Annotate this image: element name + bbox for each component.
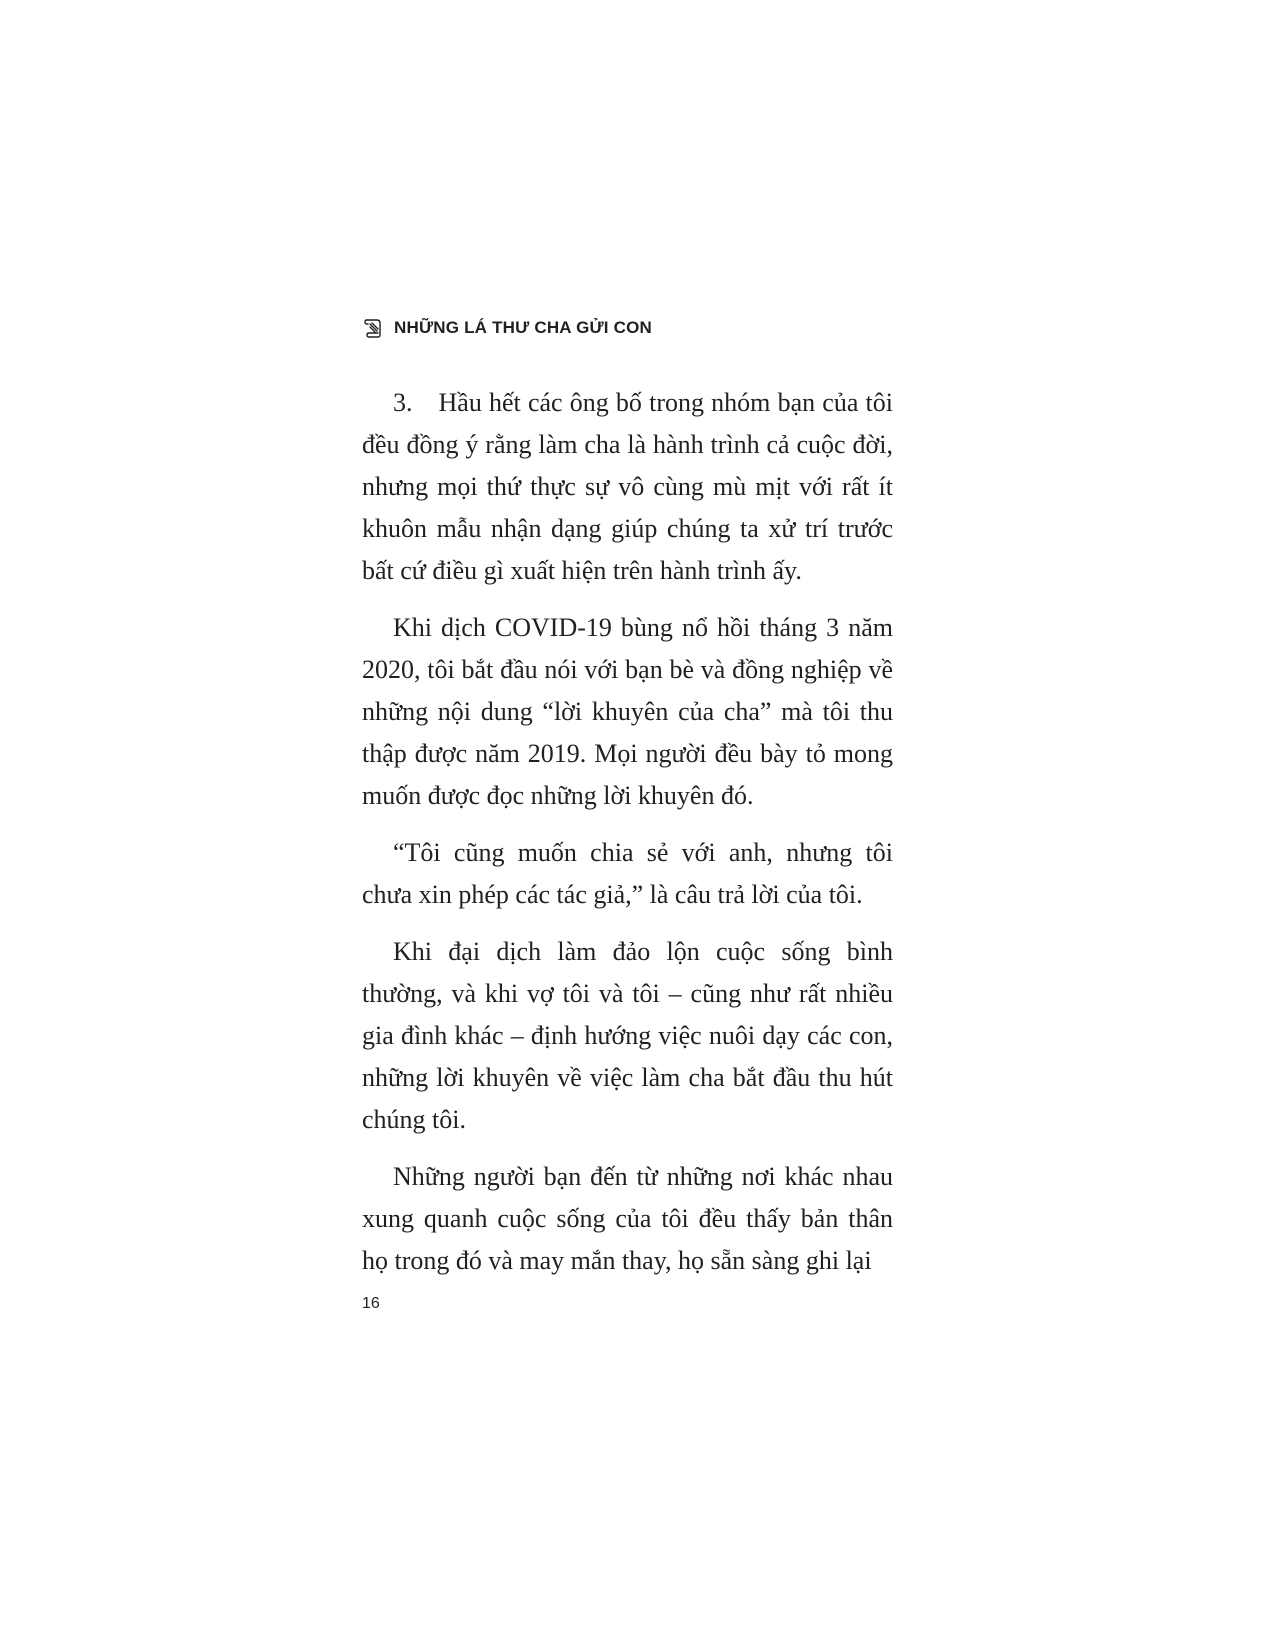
book-title: NHỮNG LÁ THƯ CHA GỬI CON bbox=[394, 318, 653, 337]
paragraph: Những người bạn đến từ những nơi khác nhau xung quanh cuộc sống của tôi đều thấy bản thân họ trong đó và may mắn thay, họ sẵn sàng ghi lại bbox=[362, 1162, 893, 1275]
running-header bbox=[362, 316, 652, 340]
scroll-letter-icon bbox=[362, 316, 386, 340]
body-text bbox=[362, 382, 893, 1297]
page-number: 16 bbox=[362, 1295, 380, 1312]
paragraph: 3. Hầu hết các ông bố trong nhóm bạn của tôi đều đồng ý rằng làm cha là hành trình cả cuộc đời, nhưng mọi thứ thực sự vô cùng mù mịt với rất ít khuôn mẫu nhận dạng giúp chúng ta xử trí trước bất cứ điều gì xuất hiện trên hành trình ấy. bbox=[362, 388, 893, 585]
paragraph: Khi đại dịch làm đảo lộn cuộc sống bình thường, và khi vợ tôi và tôi – cũng như rất nhiều gia đình khác – định hướng việc nuôi dạy các con, những lời khuyên về việc làm cha bắt đầu thu hút chúng tôi. bbox=[362, 937, 893, 1134]
paragraph: Khi dịch COVID-19 bùng nổ hồi tháng 3 năm 2020, tôi bắt đầu nói với bạn bè và đồng nghiệp về những nội dung “lời khuyên của cha” mà tôi thu thập được năm 2019. Mọi người đều bày tỏ mong muốn được đọc những lời khuyên đó. bbox=[362, 613, 893, 810]
paragraph: “Tôi cũng muốn chia sẻ với anh, nhưng tôi chưa xin phép các tác giả,” là câu trả lời của tôi. bbox=[362, 838, 893, 909]
